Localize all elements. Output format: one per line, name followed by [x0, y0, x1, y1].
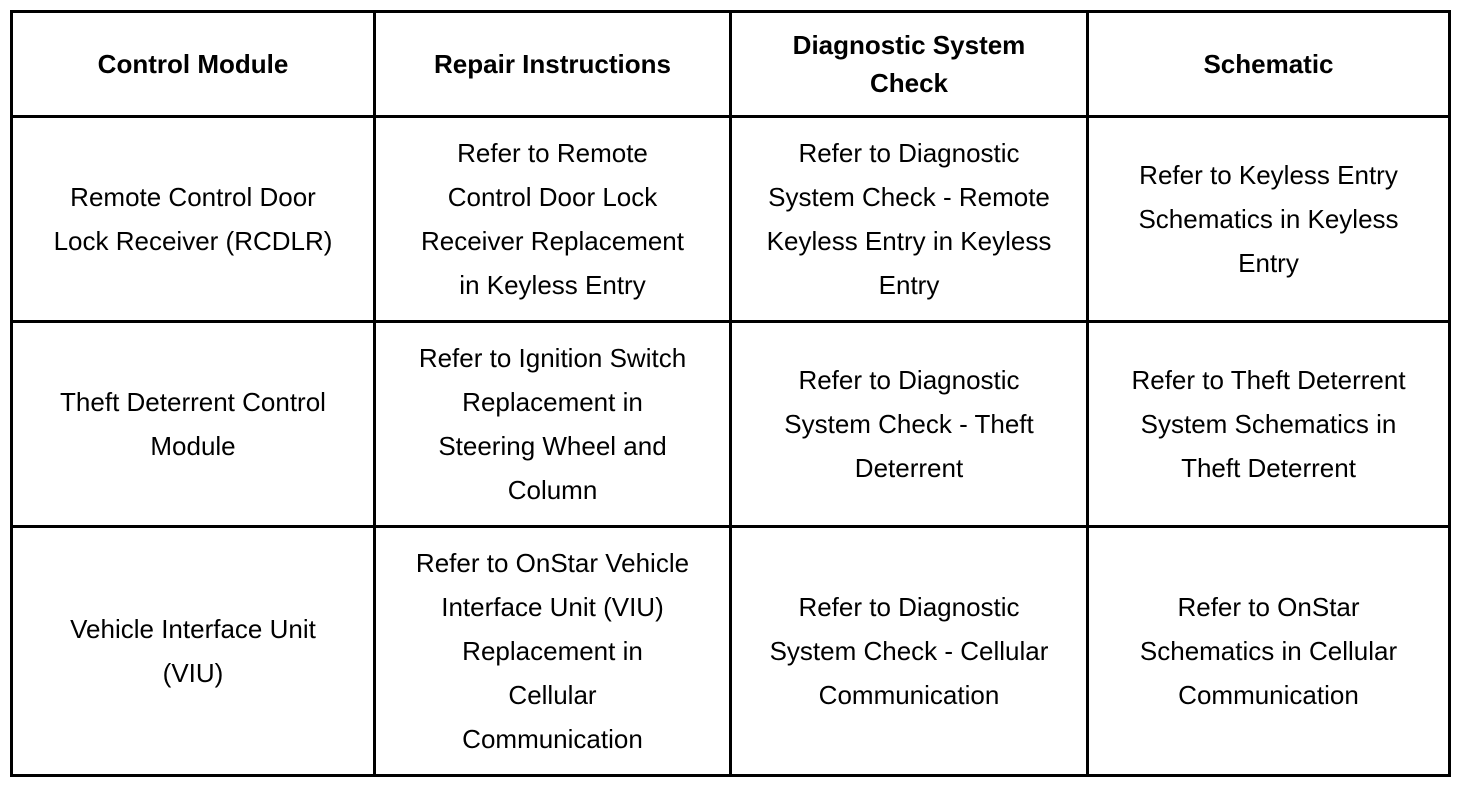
table-row — [12, 527, 1450, 776]
cell-diagnostic-system-check: Refer to Diagnostic System Check - Remote Keyless Entry in Keyless Entry — [731, 117, 1088, 322]
header-schematic: Schematic — [1088, 12, 1450, 117]
cell-repair-instructions: Refer to Remote Control Door Lock Receiver Replacement in Keyless Entry — [375, 117, 731, 322]
cell-diagnostic-system-check: Refer to Diagnostic System Check - Theft Deterrent — [731, 322, 1088, 527]
header-repair-instructions: Repair Instructions — [375, 12, 731, 117]
cell-diagnostic-system-check: Refer to Diagnostic System Check - Cellular Communication — [731, 527, 1088, 776]
control-module-table — [10, 10, 1451, 777]
cell-repair-instructions: Refer to Ignition Switch Replacement in Steering Wheel and Column — [375, 322, 731, 527]
cell-repair-instructions: Refer to OnStar Vehicle Interface Unit (VIU) Replacement in Cellular Communication — [375, 527, 731, 776]
table-row — [12, 117, 1450, 322]
cell-schematic: Refer to Keyless Entry Schematics in Keyless Entry — [1088, 117, 1450, 322]
table-header-row — [12, 12, 1450, 117]
cell-schematic: Refer to OnStar Schematics in Cellular Communication — [1088, 527, 1450, 776]
table-row — [12, 322, 1450, 527]
cell-schematic: Refer to Theft Deterrent System Schematics in Theft Deterrent — [1088, 322, 1450, 527]
header-control-module: Control Module — [12, 12, 375, 117]
cell-control-module: Vehicle Interface Unit (VIU) — [12, 527, 375, 776]
cell-control-module: Theft Deterrent Control Module — [12, 322, 375, 527]
cell-control-module: Remote Control Door Lock Receiver (RCDLR) — [12, 117, 375, 322]
header-diagnostic-system-check: Diagnostic System Check — [731, 12, 1088, 117]
